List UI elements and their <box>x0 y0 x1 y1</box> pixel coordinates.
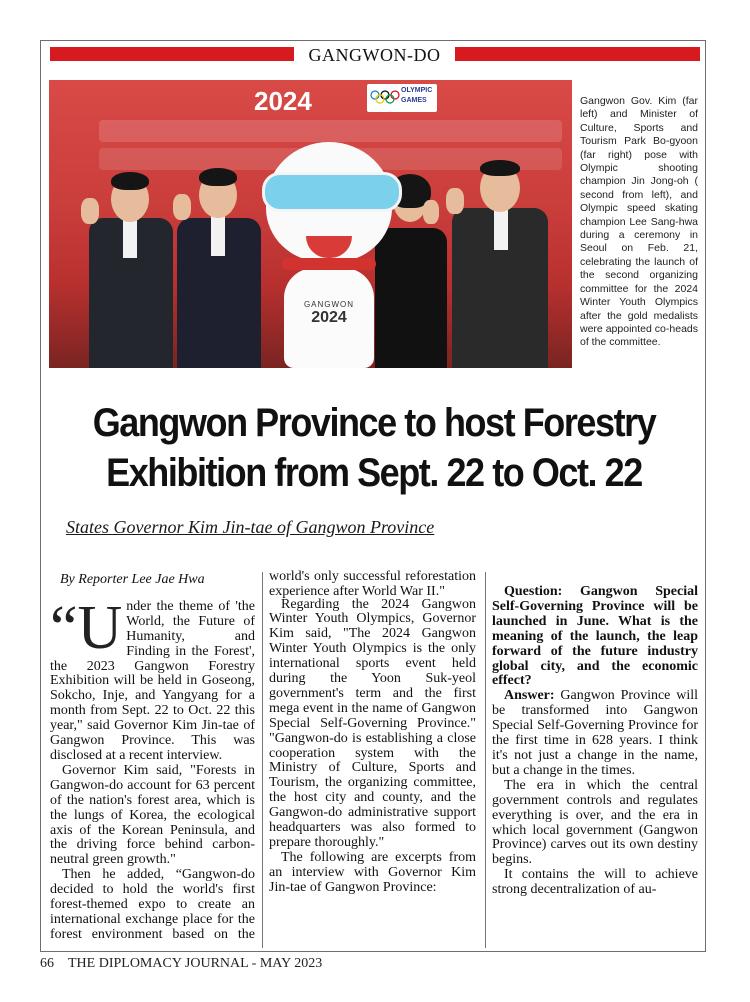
subhead: States Governor Kim Jin-tae of Gangwon Province <box>66 517 435 537</box>
article-paragraph: The following are excerpts from an interview with Governor Kim Jin-tae of Gangwon Province: <box>269 849 476 895</box>
headline <box>77 398 671 498</box>
mascot-suhohrang <box>254 132 404 368</box>
interview-question: Question: Gangwon Special Self-Governing Province will be launched in June. What is the meaning of the launch, the leap forward of the future industry global city, and the economic effect? <box>492 584 698 689</box>
page-number: 66 <box>40 956 54 971</box>
person-minister <box>444 148 554 368</box>
column-rule <box>485 572 486 948</box>
article-paragraph: It contains the will to achieve strong decentralization of au- <box>492 867 698 898</box>
mascot-label-year: 2024 <box>311 309 347 326</box>
olympic-rings-logo: OLYMPIC GAMES <box>367 84 437 112</box>
article-flow <box>269 570 476 598</box>
article-column-2 <box>269 570 476 948</box>
drop-cap: “U <box>50 593 123 662</box>
headline-line-2: Exhibition from Sept. 22 to Oct. 22 <box>106 451 642 495</box>
overflow-wrap <box>269 570 476 598</box>
article-paragraph: Then he added, “Gangwon-do decided to hold the world's first forest-themed expo to create an international exchange place for the forest environment based on the <box>50 867 255 942</box>
ceremony-photo <box>49 80 572 368</box>
banner-year: 2024 <box>254 86 312 116</box>
publication-name: THE DIPLOMACY JOURNAL - MAY 2023 <box>68 956 323 971</box>
section-bar-right <box>455 47 700 61</box>
byline: By Reporter Lee Jae Hwa <box>60 572 205 587</box>
article-flow <box>492 570 698 898</box>
article-flow <box>269 598 476 896</box>
section-bar-left <box>50 47 294 61</box>
article-paragraph: “Under the theme of 'the World, the Future of Humanity, and Finding in the Forest', the 2023 Gangwon Forestry Exhibition will be held in Goseong, Sokcho, Inje, and Yangyang for a month from Sept. 22 to Oct. 22 this year," said Governor Kim Jin-tae of Gangwon Province. This was disclosed at a recent interview. <box>50 593 255 763</box>
article-paragraph: The era in which the central government controls and regulates everything is over, and the era in which local government (Gangwon Province) carves out its own destiny begins. <box>492 777 698 868</box>
article-column-1 <box>50 570 255 943</box>
article-paragraph-cont: world's only successful reforestation experience after World War II." <box>269 570 476 598</box>
person-governor <box>81 168 181 368</box>
mascot-label-top: GANGWON <box>303 300 355 309</box>
article-paragraph: Governor Kim said, "Forests in Gangwon-do account for 63 percent of the nation's forest area, which is the lungs of Korea, the ecological axis of the Korean Peninsula, and the driving force behind carbon-neutral green growth." <box>50 762 255 868</box>
interview-answer: Answer: Gangwon Province will be transformed into Gangwon Special Self-Governing Province for the first time in 628 years. I think it's not just a change in the name, but a change in the times. <box>492 688 698 778</box>
page-footer <box>40 956 322 972</box>
person-jin-jong-oh <box>171 158 266 368</box>
article-column-3 <box>492 570 698 948</box>
section-title: GANGWON-DO <box>308 45 441 65</box>
section-header <box>48 44 700 66</box>
photo-caption: Gangwon Gov. Kim (far left) and Minister of Culture, Sports and Tourism Park Bo-gyoon (far right) pose with Olympic shooting champion Jin Jong-oh ( second from left), and Olympic speed skating champion Lee Sang-hwa during a ceremony in Seoul on Feb. 21, celebrating the launch of the second organizing committee for the 2024 Winter Youth Olympics after the gold medalists were appointed co-heads of the committee. <box>580 95 698 349</box>
answer-label: Answer: <box>504 688 555 704</box>
headline-line-1: Gangwon Province to host Forestry <box>92 401 656 445</box>
article-paragraph: Regarding the 2024 Gangwon Winter Youth Olympics, Governor Kim said, "The 2024 Gangwon Winter Youth Olympics is the only international sports event held during the Yoon Suk-yeol government's term and the first mega event in the name of Gangwon Special Self-Governing Province." "Gangwon-do is establishing a close cooperation system with the Ministry of Culture, Sports and Tourism, the organizing committee, the host city and county, and the Gangwon-do administrative support headquarters was also formed to prepare thoroughly." <box>269 596 476 850</box>
spacer <box>492 570 698 585</box>
article-flow <box>50 573 255 943</box>
column-rule <box>262 572 263 948</box>
